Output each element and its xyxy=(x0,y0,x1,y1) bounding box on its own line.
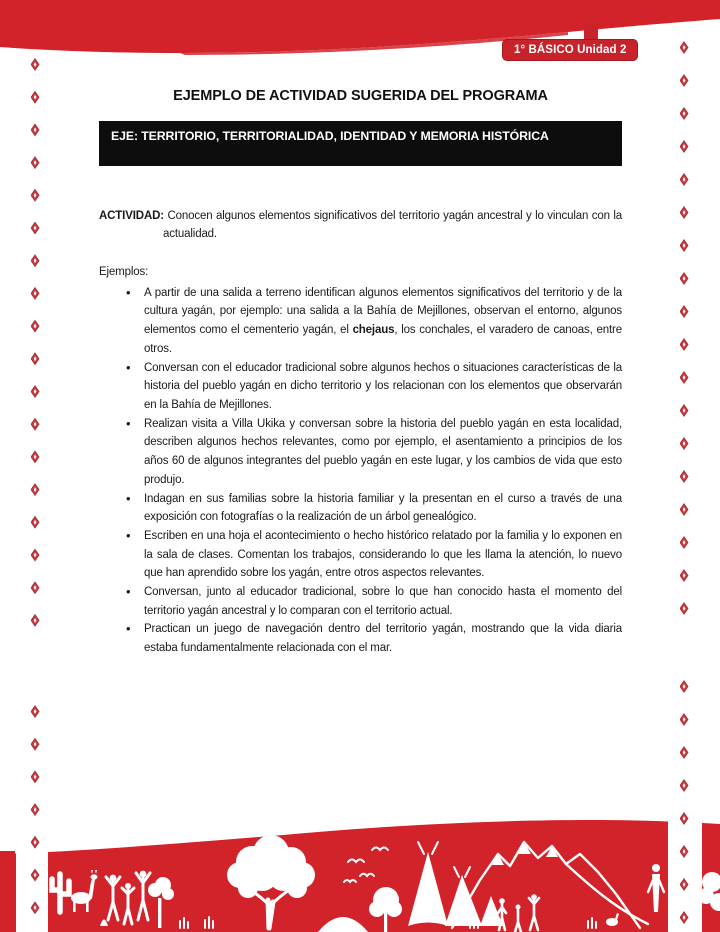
diamond-ornament xyxy=(680,173,689,186)
example-item: • A partir de una salida a terreno identifican algunos elementos significativos del territorio y de la cultura yagán, por ejemplo: una salida a la Bahía de Mejillones, observan el entorno, algunos elementos como el cementerio yagán, el chejaus, los conchales, el varadero de canoas, entre otros. xyxy=(144,284,622,359)
diamond-ornament xyxy=(680,536,689,549)
bottom-landscape-decoration xyxy=(0,820,720,932)
diamond-ornament xyxy=(680,602,689,615)
page-title: EJEMPLO DE ACTIVIDAD SUGERIDA DEL PROGRAMA xyxy=(173,88,548,104)
activity-paragraph xyxy=(99,207,622,244)
main-content xyxy=(99,88,622,658)
diamond-ornament xyxy=(680,239,689,252)
example-item: • Indagan en sus familias sobre la historia familiar y la presentan en el curso a través de una exposición con fotografías o la realización de un árbol genealógico. xyxy=(144,490,622,527)
diamond-ornament xyxy=(680,470,689,483)
example-item: • Conversan con el educador tradicional sobre algunos hechos o situaciones características de la historia del pueblo yagán en dicho territorio y los relacionan con los elementos que observarán en la Bahía de Mejillones. xyxy=(144,359,622,415)
examples-list xyxy=(99,284,622,658)
diamond-ornament xyxy=(31,483,40,496)
diamond-ornament xyxy=(31,156,40,169)
diamond-ornament xyxy=(31,614,40,627)
diamond-ornament xyxy=(680,404,689,417)
diamond-ornament xyxy=(680,206,689,219)
diamond-ornament xyxy=(31,705,40,718)
diamond-ornament xyxy=(31,803,40,816)
diamond-ornament xyxy=(680,272,689,285)
diamond-ornament xyxy=(31,287,40,300)
diamond-ornament xyxy=(31,254,40,267)
activity-label: ACTIVIDAD: xyxy=(99,209,164,222)
examples-heading: Ejemplos: xyxy=(99,266,149,279)
diamond-ornament xyxy=(31,581,40,594)
example-item: • Conversan, junto al educador tradicional, sobre lo que han conocido hasta el momento del territorio yagán ancestral y lo comparan con el territorio actual. xyxy=(144,583,622,620)
diamond-ornament xyxy=(680,107,689,120)
diamond-ornament xyxy=(680,74,689,87)
diamond-ornament xyxy=(31,738,40,751)
diamond-ornament xyxy=(31,385,40,398)
diamond-ornament xyxy=(680,305,689,318)
eje-heading-bar: EJE: TERRITORIO, TERRITORIALIDAD, IDENTIDAD Y MEMORIA HISTÓRICA xyxy=(99,121,622,166)
diamond-ornament xyxy=(680,371,689,384)
example-item: • Practican un juego de navegación dentro del territorio yagán, mostrando que la vida diaria estaba fundamentalmente relacionada con el mar. xyxy=(144,620,622,657)
diamond-ornament xyxy=(31,320,40,333)
diamond-ornament xyxy=(31,418,40,431)
diamond-ornament xyxy=(680,503,689,516)
diamond-ornament xyxy=(31,189,40,202)
diamond-ornament xyxy=(31,352,40,365)
diamond-ornament xyxy=(31,516,40,529)
example-item: • Realizan visita a Villa Ukika y conversan sobre la historia del pueblo yagán en esta localidad, describen algunos hechos relevantes, como por ejemplo, el asentamiento a principios de los años 60 de algunos integrantes del pueblo yagán en este lugar, y los cambios de vida que esto produjo. xyxy=(144,415,622,490)
unit-badge: 1° BÁSICO Unidad 2 xyxy=(502,39,638,61)
diamond-ornament xyxy=(31,123,40,136)
diamond-ornament xyxy=(31,770,40,783)
diamond-ornament xyxy=(680,713,689,726)
diamond-ornament xyxy=(31,91,40,104)
diamond-ornament xyxy=(680,338,689,351)
diamond-ornament xyxy=(680,680,689,693)
example-item: • Escriben en una hoja el acontecimiento o hecho histórico relatado por la familia y lo exponen en la sala de clases. Comentan los trabajos, considerando lo que les llama la atención, lo nuevo que han aprendido sobre los yagán, entre otros aspectos relevantes. xyxy=(144,527,622,583)
diamond-ornament xyxy=(680,779,689,792)
diamond-ornament xyxy=(680,746,689,759)
activity-text: Conocen algunos elementos significativos del territorio yagán ancestral y lo vinculan con la actualidad. xyxy=(163,209,623,241)
diamond-ornament xyxy=(31,222,40,235)
diamond-ornament xyxy=(680,437,689,450)
diamond-ornament xyxy=(31,450,40,463)
diamond-ornament xyxy=(680,140,689,153)
diamond-ornament xyxy=(680,569,689,582)
diamond-ornament xyxy=(31,549,40,562)
